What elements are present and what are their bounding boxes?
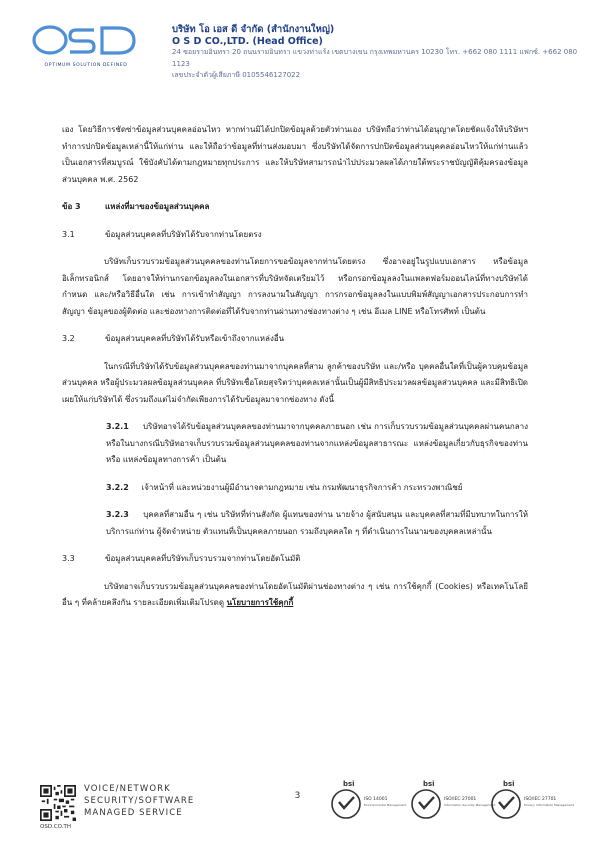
section-3-heading: [62, 199, 528, 216]
item-number: 3.2.3: [106, 510, 129, 519]
logo-tagline: OPTIMUM SOLUTION DEFINED: [44, 63, 128, 68]
subsection-number: 3.1: [62, 229, 75, 239]
bsi-iso-14001-badge: [330, 780, 405, 828]
document-body: [62, 122, 528, 612]
tagline-line: SECURITY/SOFTWARE: [84, 796, 195, 806]
cert-desc: Environmental Management: [364, 803, 407, 807]
company-name-th: บริษัท โอ เอส ดี จำกัด (สำนักงานใหญ่): [172, 24, 335, 35]
item-text: บริษัทอาจได้รับข้อมูลส่วนบุคคลของท่านมาจากบุคคลภายนอก เช่น การเก็บรวบรวมข้อมูลส่วนบุคคลผ่านคนกลาง หรือในบางกรณีบริษัทอาจเก็บรวบรวมข้อมูลส่วนบุคคลของท่านจากแหล่งข้อมูลสาธารณะ แหล่งข้อมูลเกี่ยวกับธุรกิจของท่าน หรือ แหล่งข้อมูลทางการค้า เป็นต้น: [106, 422, 528, 464]
company-header: [172, 24, 595, 82]
item-3-2-3: [62, 507, 528, 540]
tagline-line: VOICE/NETWORK: [84, 784, 171, 794]
item-3-2-2: [62, 480, 528, 497]
cookie-policy-link[interactable]: นโยบายการใช้คุกกี้: [226, 598, 294, 607]
cert-code: ISO/IEC 27001: [444, 797, 477, 802]
company-address: 24 ซอยรามอินทรา 20 ถนนรามอินทรา แขวงท่าแร้ง เขตบางเขน กรุงเทพมหานคร 10230 โทร. +662 080 1111 แฟกซ์. +662 080 1123: [172, 48, 578, 68]
subsection-3-1-heading: [62, 227, 528, 244]
page-number: 3: [294, 791, 301, 801]
bsi-iso-27001-badge: [410, 780, 496, 828]
cert-code: ISO/IEC 27701: [524, 797, 557, 802]
subsection-title: ข้อมูลส่วนบุคคลที่บริษัทได้รับจากท่านโดยตรง: [105, 229, 262, 239]
subsection-title: ข้อมูลส่วนบุคคลที่บริษัทเก็บรวบรวมจากท่านโดยอัตโนมัติ: [105, 554, 301, 563]
bsi-iso-27701-badge: [490, 780, 574, 828]
qr-code-icon: [40, 785, 76, 821]
subsection-number: 3.3: [62, 554, 75, 563]
cert-code: ISO 14001: [364, 797, 388, 802]
subsection-title: ข้อมูลส่วนบุคคลที่บริษัทได้รับหรือเข้าถึงจากแหล่งอื่น: [105, 334, 285, 343]
subsection-3-3-body: [62, 579, 528, 612]
section-number: ข้อ 3: [62, 202, 81, 211]
company-name-en: O S D CO.,LTD. (Head Office): [172, 35, 323, 47]
osd-logo: [30, 22, 142, 70]
subsection-number: 3.2: [62, 334, 75, 343]
item-number: 3.2.1: [106, 422, 129, 431]
subsection-3-3-heading: [62, 551, 528, 568]
cert-brand: bsi: [423, 780, 435, 788]
tagline-line: MANAGED SERVICE: [84, 808, 183, 818]
item-text: บุคคลที่สามอื่น ๆ เช่น บริษัทที่ท่านสังกัด ผู้แทนของท่าน นายจ้าง ผู้สนับสนุน และบุคคลที่สามที่มีบทบาทในการให้บริการแก่ท่าน ผู้จัดจำหน่าย ตัวแทนที่เป็นบุคคลภายนอก รวมถึงบุคคลใด ๆ ที่ดำเนินการในนามของบุคคลเหล่านั้น: [106, 510, 529, 536]
cert-desc: Privacy Information Management: [524, 803, 574, 807]
cert-desc: Information Security Management: [444, 803, 496, 807]
subsection-3-2-heading: [62, 331, 528, 348]
subsection-text: บริษัทอาจเก็บรวบรวมข้อมูลส่วนบุคคลของท่านโดยอัตโนมัติผ่านช่องทางต่าง ๆ เช่น การใช้คุกกี้ (Cookies) หรือเทคโนโลยีอื่น ๆ ที่คล้ายคลึงกัน รายละเอียดเพิ่มเติมโปรดดู: [62, 581, 528, 607]
intro-paragraph: เอง โดยวิธีการชัดซ่าข้อมูลส่วนบุคคลอ่อนไหว หากท่านมิได้ปกปิดข้อมูลด้วยตัวท่านเอง บริษัทถือว่าท่านได้อนุญาตโดยชัดแจ้งให้บริษัทฯทำการปกปิดข้อมูลเหล่านี้ให้แก่ท่าน และให้ถือว่าข้อมูลที่ท่านส่งมอบมา ซึ่งบริษัทได้จัดการปกปิดข้อมูลส่วนบุคคลอ่อนไหวให้แก่ท่านแล้วเป็นเอกสารที่สมบูรณ์ ใช้บังคับได้ตามกฎหมายทุกประการ และให้บริษัทสามารถนำไปประมวลผลได้ภายใต้พระราชบัญญัติคุ้มครองข้อมูลส่วนบุคคล พ.ศ. 2562: [62, 125, 528, 184]
cert-brand: bsi: [503, 780, 515, 788]
section-title: แหล่งที่มาของข้อมูลส่วนบุคคล: [105, 202, 210, 211]
tax-id: เลขประจำตัวผู้เสียภาษี 0105546127022: [172, 71, 301, 79]
item-number: 3.2.2: [106, 482, 129, 492]
subsection-3-2-body: ในกรณีที่บริษัทได้รับข้อมูลส่วนบุคคลของท่านมาจากบุคคลที่สาม ลูกค้าของบริษัท และ/หรือ บุคคลอื่นใดที่เป็นผู้ควบคุมข้อมูลส่วนบุคคล หรือผู้ประมวลผลข้อมูลส่วนบุคคล ที่บริษัทเชื่อโดยสุจริตว่าบุคคลเหล่านั้นเป็นผู้มีสิทธิประมวลผลข้อมูลส่วนบุคคล และมีสิทธิเปิดเผยให้แก่บริษัทได้ ซึ่งรวมถึงแต่ไม่จำกัดเพียงการได้รับข้อมูลมาจากช่องทาง ดังนี้: [62, 361, 528, 404]
cert-brand: bsi: [343, 780, 355, 788]
item-3-2-1: [62, 419, 528, 469]
services-tagline: [84, 783, 194, 819]
subsection-3-1-body: บริษัทเก็บรวบรวมข้อมูลส่วนบุคคลของท่านโดยการขอข้อมูลจากท่านโดยตรง ซึ่งอาจอยู่ในรูปแบบเอกสาร หรือข้อมูลอิเล็กทรอนิกส์ โดยอาจให้ท่านกรอกข้อมูลลงในเอกสารที่บริษัทจัดเตรียมไว้ หรือกรอกข้อมูลลงในแพลตฟอร์มออนไลน์ที่ทางบริษัทได้กำหนด และ/หรือวิธีอื่นใด เช่น การเข้าทำสัญญา การลงนามในสัญญา การกรอกข้อมูลลงในแบบพิมพ์สัญญาเอกสารประกอบการทำสัญญา ข้อมูลของผู้ติดต่อ และช่องทางการติดต่อที่ได้รับจากท่านผ่านทางช่องทางต่าง ๆ เช่น อีเมล LINE หรือโทรศัพท์ เป็นต้น: [62, 257, 528, 316]
website-url: OSD.CO.TH: [40, 824, 71, 830]
item-text: เจ้าหน้าที่ และหน่วยงานผู้มีอำนาจตามกฎหมาย เช่น กรมพัฒนาธุรกิจการค้า กระทรวงพาณิชย์: [141, 482, 463, 492]
